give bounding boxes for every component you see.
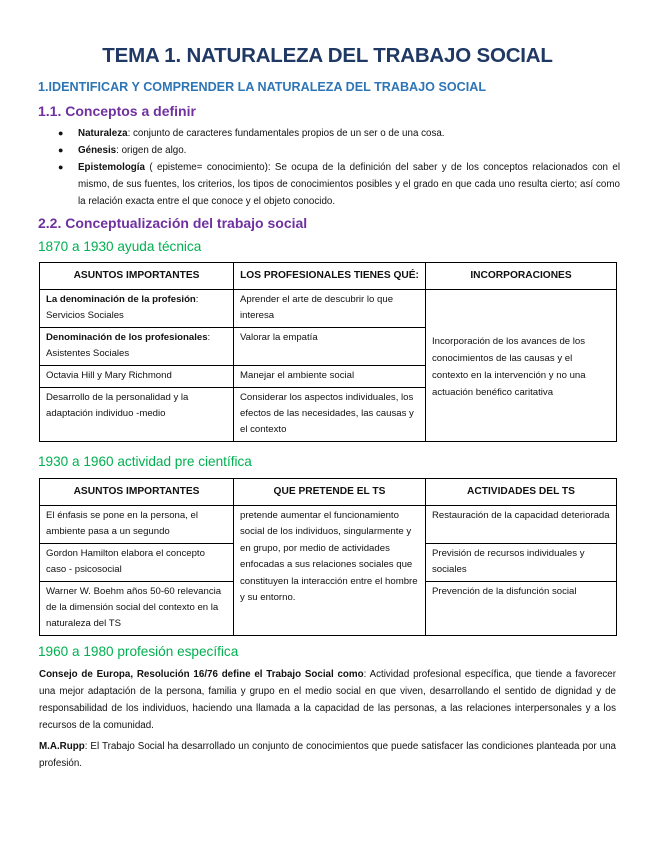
table-cell: Restauración de la capacidad deteriorada xyxy=(426,506,617,544)
cell-bold-text: La denominación de la profesión xyxy=(46,294,196,305)
era-heading-1930: 1930 a 1960 actividad pre científica xyxy=(38,454,252,469)
definitions-list xyxy=(58,125,620,210)
column-header: ASUNTOS IMPORTANTES xyxy=(40,263,234,290)
list-item xyxy=(58,125,620,142)
table-cell: Prevención de la disfunción social xyxy=(426,582,617,636)
table-1870-1930 xyxy=(39,262,617,442)
table-cell: Manejar el ambiente social xyxy=(234,366,426,388)
era-heading-1960: 1960 a 1980 profesión específica xyxy=(38,644,239,659)
definition-text: ( episteme= conocimiento): Se ocupa de la definición del saber y de los conceptos relacionados con el mismo, de sus fuentes, los criterios, los tipos de conocimientos posibles y el grado en que cada uno resulta cierto; así como la relación exacta entre el que conoce y el objeto conocido. xyxy=(78,162,620,207)
bullet-icon: ● xyxy=(58,145,64,155)
cell-bold-text: Denominación de los profesionales xyxy=(46,332,208,343)
table-cell: Considerar los aspectos individuales, los efectos de las necesidades, las causas y el contexto xyxy=(234,388,426,442)
list-item xyxy=(58,159,620,210)
table-1930-1960 xyxy=(39,478,617,636)
table-cell: El énfasis se pone en la persona, el ambiente pasa a un segundo xyxy=(40,506,234,544)
table-cell: Warner W. Boehm años 50-60 relevancia de la dimensión social del contexto en la naturaleza del TS xyxy=(40,582,234,636)
column-header: ACTIVIDADES DEL TS xyxy=(426,479,617,506)
bullet-icon: ● xyxy=(58,128,64,138)
table-cell: Previsión de recursos individuales y sociales xyxy=(426,544,617,582)
column-header: QUE PRETENDE EL TS xyxy=(234,479,426,506)
table-cell: Gordon Hamilton elabora el concepto caso - psicosocial xyxy=(40,544,234,582)
paragraph-rupp xyxy=(39,738,616,772)
definition-term: Epistemología xyxy=(78,162,145,173)
subsection-heading-conceptualization: 2.2. Conceptualización del trabajo social xyxy=(38,215,308,231)
paragraph-bold-lead: Consejo de Europa, Resolución 16/76 define el Trabajo Social como xyxy=(39,669,364,680)
column-header: ASUNTOS IMPORTANTES xyxy=(40,479,234,506)
incorporaciones-cell: Incorporación de los avances de los conocimientos de las causas y el contexto en la intervención y no una actuación benéfico caritativa xyxy=(426,290,617,442)
table-header-row xyxy=(40,479,617,506)
table-header-row xyxy=(40,263,617,290)
section-heading: 1.IDENTIFICAR Y COMPRENDER LA NATURALEZA DEL TRABAJO SOCIAL xyxy=(38,80,487,94)
column-header: INCORPORACIONES xyxy=(426,263,617,290)
definition-text: : origen de algo. xyxy=(116,145,187,156)
paragraph-text: : Actividad profesional específica, que tiende a favorecer una mejor adaptación de la persona, familia y grupo en el medio social en que viven, desarrollando el sentido de dignidad y de responsabilidad de los individuos, haciendo una llamada a la capacidad de las personas, a las relaciones interpersonales y a los recursos de la comunidad. xyxy=(39,669,617,731)
paragraph-text: : El Trabajo Social ha desarrollado un conjunto de conocimientos que puede satisfacer las condiciones planteada por una profesión. xyxy=(39,741,616,769)
paragraph-consejo-europa xyxy=(39,666,616,734)
pretende-cell: pretende aumentar el funcionamiento social de los individuos, singularmente y en grupo, por medio de actividades enfocadas a sus relaciones sociales que constituyen la interacción entre el hombre y su entorno. xyxy=(234,506,426,636)
table-cell xyxy=(40,290,234,328)
era-heading-1870: 1870 a 1930 ayuda técnica xyxy=(38,239,202,254)
definition-text: : conjunto de caracteres fundamentales propios de un ser o de una cosa. xyxy=(127,128,445,139)
table-cell: Valorar la empatía xyxy=(234,328,426,366)
subsection-heading-concepts: 1.1. Conceptos a definir xyxy=(38,103,196,119)
table-cell xyxy=(40,328,234,366)
bullet-icon: ● xyxy=(58,162,64,172)
column-header: LOS PROFESIONALES TIENES QUÉ: xyxy=(234,263,426,290)
cell-text: : Asistentes Sociales xyxy=(46,332,211,359)
table-cell: Octavia Hill y Mary Richmond xyxy=(40,366,234,388)
list-item xyxy=(58,142,620,159)
table-row xyxy=(40,290,617,328)
table-cell: Desarrollo de la personalidad y la adaptación individuo -medio xyxy=(40,388,234,442)
table-row xyxy=(40,506,617,544)
definition-term: Génesis xyxy=(78,145,117,156)
cell-text: : Servicios Sociales xyxy=(46,294,199,321)
table-cell: Aprender el arte de descubrir lo que interesa xyxy=(234,290,426,328)
paragraph-bold-lead: M.A.Rupp xyxy=(39,741,85,752)
document-title: TEMA 1. NATURALEZA DEL TRABAJO SOCIAL xyxy=(102,44,553,67)
definition-term: Naturaleza xyxy=(78,128,128,139)
